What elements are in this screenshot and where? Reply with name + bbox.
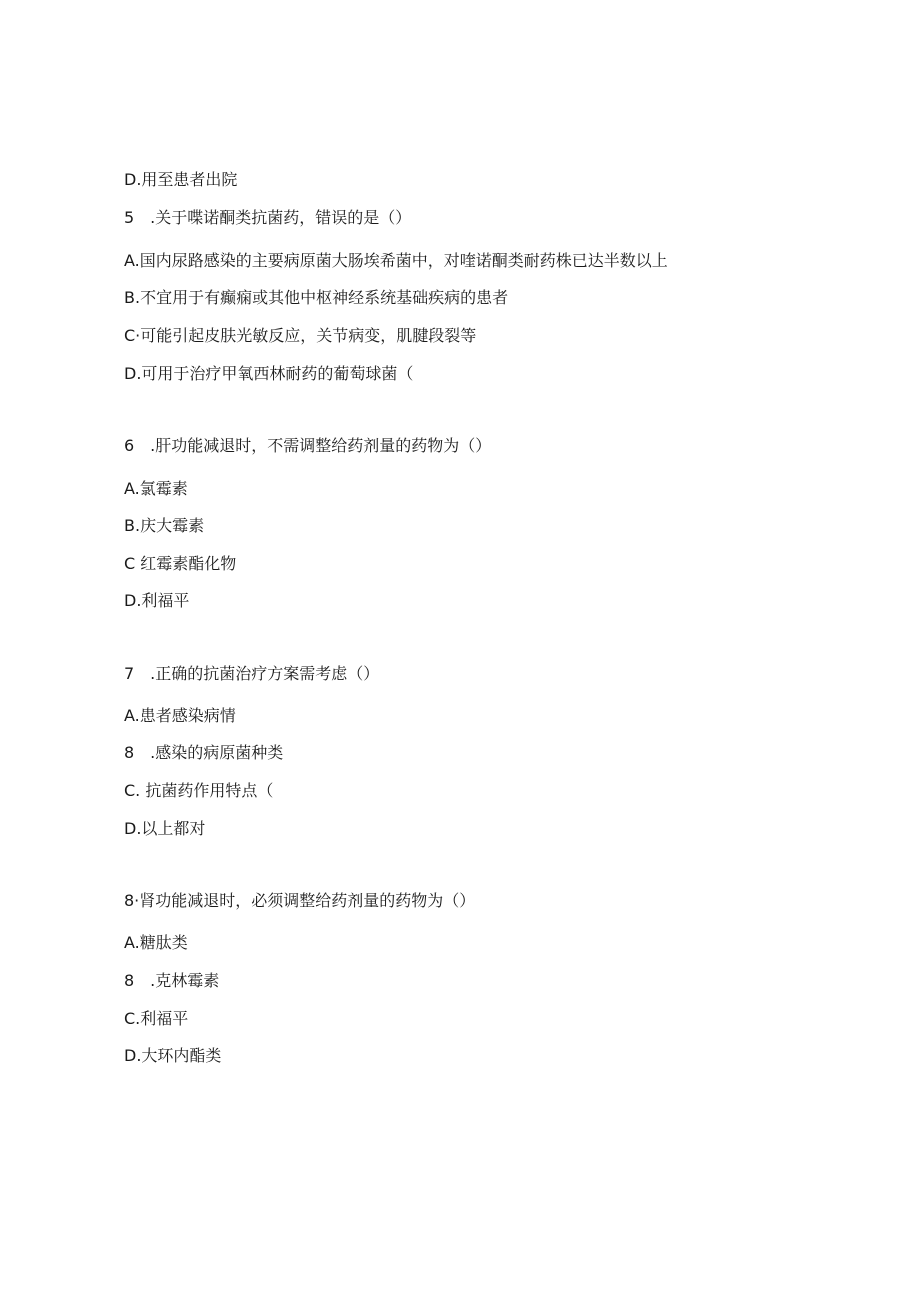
option-b-q7: 8 .感染的病原菌种类 [124,743,284,762]
option-a-q8: A.糖肽类 [124,933,188,952]
option-c-q6: C 红霉素酯化物 [124,554,237,573]
option-d-q7: D.以上都对 [124,819,206,838]
option-b-q5: B.不宜用于有癫痫或其他中枢神经系统基础疾病的患者 [124,288,509,307]
question-5: 5 .关于喋诺酮类抗菌药，错误的是（） [124,208,412,227]
option-a-q6: A.氯霉素 [124,479,188,498]
question-8: 8·肾功能减退时，必须调整给药剂量的药物为（） [124,891,476,910]
option-a-q5: A.国内尿路感染的主要病原菌大肠埃希菌中，对喹诺酮类耐药株已达半数以上 [124,251,668,270]
question-6: 6 .肝功能减退时，不需调整给药剂量的药物为（） [124,436,492,455]
question-7: 7 .正确的抗菌治疗方案需考虑（） [124,664,380,683]
option-c-q5: C·可能引起皮肤光敏反应，关节病变，肌腱段裂等 [124,326,477,345]
option-b-q8: 8 .克林霉素 [124,971,220,990]
option-a-q7: A.患者感染病情 [124,706,236,725]
option-d-q8: D.大环内酯类 [124,1046,222,1065]
option-c-q7: C. 抗菌药作用特点（ [124,781,274,800]
option-d-q6: D.利福平 [124,591,190,610]
option-b-q6: B.庆大霉素 [124,516,205,535]
option-d-q5: D.可用于治疗甲氧西林耐药的葡萄球菌（ [124,364,414,383]
option-d-q4: D.用至患者出院 [124,170,238,189]
option-c-q8: C.利福平 [124,1009,189,1028]
